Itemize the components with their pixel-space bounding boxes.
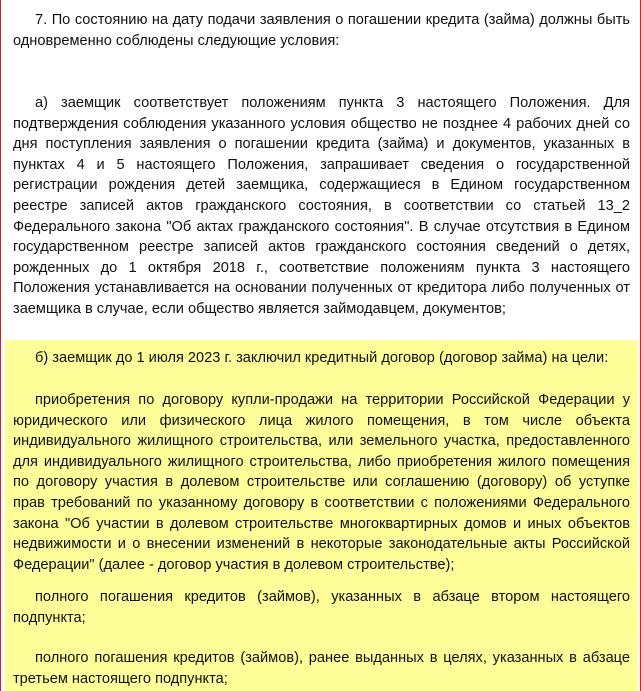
paragraph-item-b-purpose-3-text: полного погашения кредитов (займов), ранее выданных в целях, указанных в абзаце третьем настоящего подпункта;: [13, 650, 630, 687]
paragraph-item-b-purpose-2: [13, 587, 630, 628]
paragraph-item-b-text: б) заемщик до 1 июля 2023 г. заключил кредитный договор (договор займа) на цели:: [35, 350, 609, 366]
paragraph-item-7-text: 7. По состоянию на дату подачи заявления о погашении кредита (займа) должны быть одновременно соблюдены следующие условия:: [13, 12, 630, 49]
paragraph-item-7: [13, 10, 630, 51]
paragraph-item-b: [13, 348, 630, 369]
paragraph-item-b-purpose-1-text: приобретения по договору купли-продажи на территории Российской Федерации у юридического или физического лица жилого помещения, в том числе объекта индивидуального жилищного строительства, или земельного участка, предоставленного для индивидуального жилищного строительства, либо приобретения жилого помещения по договору участия в долевом строительстве или соглашению (договору) об уступке прав требований по указанному договору в соответствии с положениями Федерального закона "Об участии в долевом строительстве многоквартирных домов и иных объектов недвижимости и о внесении изменений в некоторые законодательные акты Российской Федерации" (далее - договор участия в долевом строительстве);: [13, 392, 630, 573]
paragraph-item-a: [13, 93, 630, 320]
paragraph-item-a-text: а) заемщик соответствует положениям пункта 3 настоящего Положения. Для подтверждения соблюдения указанного условия общество не позднее 4 рабочих дней со дня поступления заявления о погашении кредита (займа) и документов, указанных в пунктах 4 и 5 настоящего Положения, запрашивает сведения о государственной регистрации рождения детей заемщика, содержащиеся в Едином государственном реестре записей актов гражданского состояния, в соответствии со статьей 13_2 Федерального закона "Об актах гражданского состояния". В случае отсутствия в Едином государственном реестре записей актов гражданского состояния сведений о детях, рожденных до 1 октября 2018 г., соответствие положениям пункта 3 настоящего Положения устанавливается на основании полученных от кредитора либо полученных от заемщика в случае, если общество является займодавцем, документов;: [13, 95, 630, 317]
paragraph-item-b-purpose-1: [13, 390, 630, 575]
paragraph-item-b-purpose-2-text: полного погашения кредитов (займов), указанных в абзаце втором настоящего подпункта;: [13, 589, 630, 626]
paragraph-item-b-purpose-3: [13, 648, 630, 689]
